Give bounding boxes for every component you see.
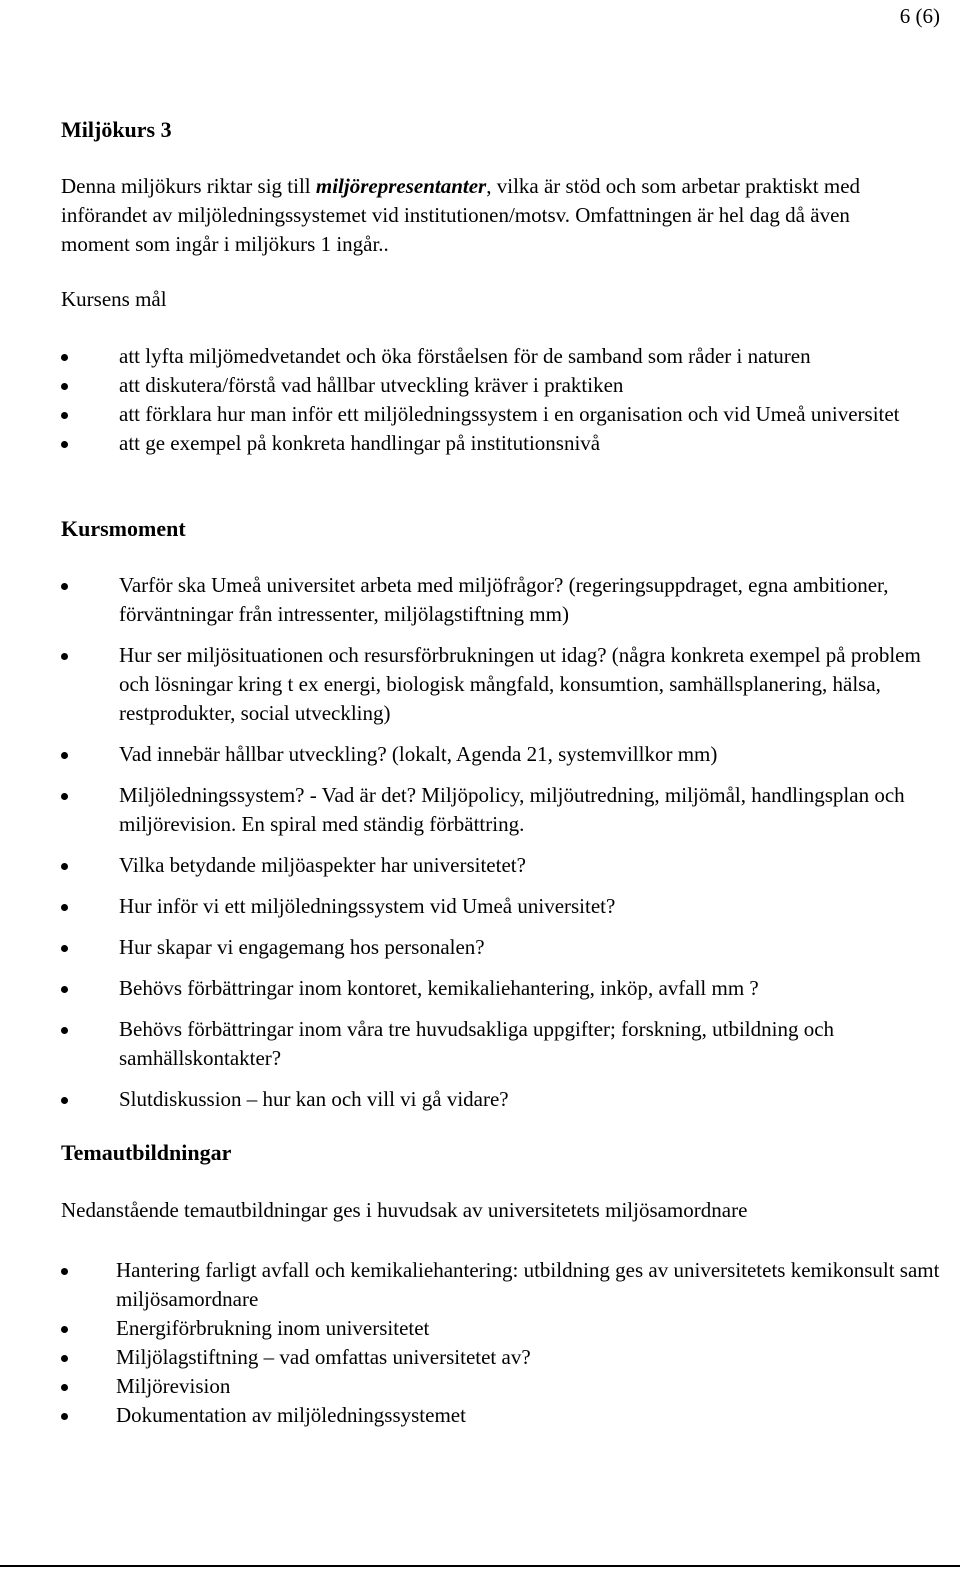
list-item-text: Miljölagstiftning – vad omfattas universitetet av? [116, 1345, 531, 1369]
course-moments-heading: Kursmoment [61, 516, 186, 541]
list-item [116, 1343, 946, 1372]
bullet-icon [61, 904, 68, 911]
bullet-icon [61, 752, 68, 759]
bullet-icon [61, 986, 68, 993]
list-item [116, 1372, 946, 1401]
bullet-icon [61, 1027, 68, 1034]
list-item-text: Hur skapar vi engagemang hos personalen? [119, 935, 485, 959]
list-item [116, 1256, 946, 1314]
list-item-text: Behövs förbättringar inom kontoret, kemikaliehantering, inköp, avfall mm ? [119, 976, 759, 1000]
page-title: Miljökurs 3 [61, 117, 172, 142]
bullet-icon [61, 1413, 68, 1420]
list-item [119, 740, 949, 769]
bullet-icon [61, 354, 68, 361]
list-item [119, 641, 949, 728]
list-item [119, 342, 949, 371]
page-number: 6 (6) [899, 4, 940, 28]
list-item-text: Dokumentation av miljöledningssystemet [116, 1403, 466, 1427]
list-item [119, 429, 949, 458]
list-item [119, 974, 949, 1003]
theme-trainings-heading: Temautbildningar [61, 1140, 232, 1165]
bullet-icon [61, 441, 68, 448]
list-item-text: Hantering farligt avfall och kemikaliehantering: utbildning ges av universitetets kemikonsult samt miljösamordnare [116, 1258, 940, 1311]
intro-text-after: , vilka är stöd och som arbetar praktiskt med införandet av miljöledningssystemet vid institutionen/motsv. Omfattningen är hel dag då även moment som ingår i miljökurs 1 ingår.. [61, 174, 861, 256]
theme-trainings-intro: Nedanstående temautbildningar ges i huvudsak av universitetets miljösamordnare [61, 1198, 748, 1222]
list-item [119, 892, 949, 921]
bullet-icon [61, 653, 68, 660]
bullet-icon [61, 945, 68, 952]
list-item-text: Slutdiskussion – hur kan och vill vi gå vidare? [119, 1087, 509, 1111]
list-item-text: Vad innebär hållbar utveckling? (lokalt, Agenda 21, systemvillkor mm) [119, 742, 718, 766]
bullet-icon [61, 863, 68, 870]
list-item [119, 1085, 949, 1114]
bullet-icon [61, 1384, 68, 1391]
theme-trainings-list [116, 1256, 946, 1430]
list-item [119, 400, 949, 429]
bullet-icon [61, 793, 68, 800]
footer-divider [0, 1565, 960, 1567]
list-item-text: Miljöledningssystem? - Vad är det? Miljöpolicy, miljöutredning, miljömål, handlingsplan och miljörevision. En spiral med ständig förbättring. [119, 783, 905, 836]
list-item-text: att förklara hur man inför ett miljöledningssystem i en organisation och vid Umeå universitet [119, 402, 900, 426]
list-item-text: att ge exempel på konkreta handlingar på institutionsnivå [119, 431, 601, 455]
list-item-text: Hur inför vi ett miljöledningssystem vid Umeå universitet? [119, 894, 616, 918]
goals-heading: Kursens mål [61, 287, 167, 311]
list-item-text: Miljörevision [116, 1374, 231, 1398]
bullet-icon [61, 1326, 68, 1333]
course-moments-list [119, 571, 949, 1126]
list-item-text: Vilka betydande miljöaspekter har universitetet? [119, 853, 526, 877]
list-item-text: Hur ser miljösituationen och resursförbrukningen ut idag? (några konkreta exempel på problem och lösningar kring t ex energi, biologisk mångfald, konsumtion, samhällsplanering, hälsa, restprodukter, social utveckling) [119, 643, 921, 725]
list-item-text: Varför ska Umeå universitet arbeta med miljöfrågor? (regeringsuppdraget, egna ambitioner, förväntningar från intressenter, miljölagstiftning mm) [119, 573, 889, 626]
list-item-text: att lyfta miljömedvetandet och öka förståelsen för de samband som råder i naturen [119, 344, 811, 368]
list-item [116, 1401, 946, 1430]
list-item [119, 571, 949, 629]
bullet-icon [61, 1097, 68, 1104]
intro-text-before: Denna miljökurs riktar sig till [61, 174, 316, 198]
intro-paragraph [61, 172, 921, 259]
list-item-text: att diskutera/förstå vad hållbar utveckling kräver i praktiken [119, 373, 624, 397]
goals-list [119, 342, 949, 458]
list-item-text: Behövs förbättringar inom våra tre huvudsakliga uppgifter; forskning, utbildning och samhällskontakter? [119, 1017, 835, 1070]
list-item [119, 1015, 949, 1073]
bullet-icon [61, 583, 68, 590]
list-item [119, 781, 949, 839]
list-item-text: Energiförbrukning inom universitetet [116, 1316, 430, 1340]
bullet-icon [61, 383, 68, 390]
bullet-icon [61, 1355, 68, 1362]
bullet-icon [61, 412, 68, 419]
intro-emphasis: miljörepresentanter [315, 174, 487, 198]
list-item [119, 933, 949, 962]
bullet-icon [61, 1268, 68, 1275]
list-item [119, 371, 949, 400]
list-item [119, 851, 949, 880]
list-item [116, 1314, 946, 1343]
